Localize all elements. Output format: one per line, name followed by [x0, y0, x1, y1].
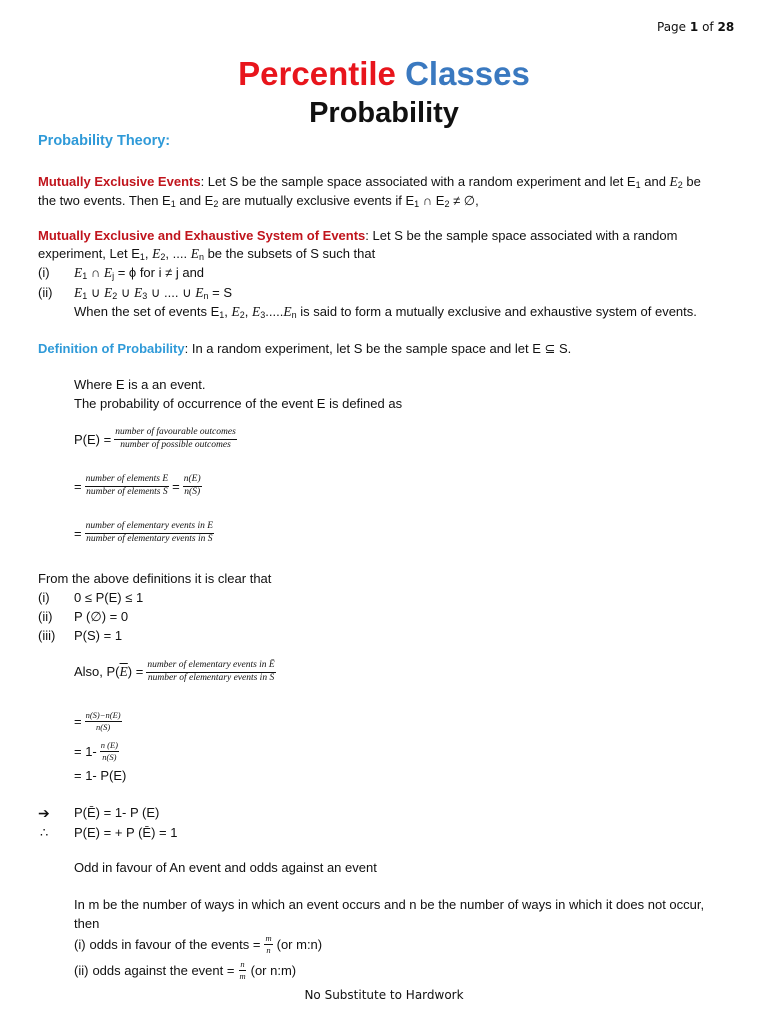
label: (ii) [74, 962, 89, 978]
text: = 1- [74, 743, 97, 759]
text: ∩ E [419, 193, 445, 208]
term-mutually-exclusive: Mutually Exclusive Events [38, 174, 201, 189]
arrow-icon: ➔ [38, 805, 50, 821]
odds-against [74, 960, 296, 981]
text: ) = [127, 664, 144, 680]
fraction [238, 960, 246, 981]
fraction [85, 475, 170, 498]
definition-line [38, 341, 571, 357]
formula-elementary [74, 522, 214, 545]
text: is said to form a mutually exclusive and exhaustive system of events. [296, 304, 697, 319]
text: be [682, 174, 701, 189]
denominator: number of elementary events in S [147, 672, 275, 683]
denominator: n(S) [96, 721, 111, 732]
brand-part-blue: Classes [405, 55, 530, 92]
text: experiment, Let E [38, 246, 140, 261]
odds-heading: Odd in favour of An event and odds against an event [74, 860, 377, 875]
denominator: n [266, 944, 271, 955]
formula-final: = 1- P(E) [74, 768, 127, 783]
formula-complement-3 [74, 741, 119, 762]
denominator: number of elements S [86, 486, 168, 497]
text: are mutually exclusive events if E [218, 193, 415, 208]
text: the two events. Then E [38, 193, 171, 208]
e-bar: $\overline{E}$ [119, 664, 128, 680]
text: be the subsets of S such that [203, 246, 376, 261]
numerator: n(E) [183, 475, 202, 487]
page-total: 28 [717, 20, 735, 34]
equals: = [74, 478, 82, 494]
equals: = [74, 713, 82, 729]
exhaustive-line1 [38, 228, 677, 243]
brand-part-red: Percentile [238, 55, 396, 92]
formula-elements [74, 475, 202, 498]
formula-complement-2 [74, 711, 122, 732]
formula-complement [74, 661, 276, 684]
consequence-text: 0 ≤ P(E) ≤ 1 [74, 590, 144, 605]
formula-lhs: P(E) = [74, 431, 112, 447]
result-2: P(E) = + P (Ē) = 1 [74, 825, 178, 840]
fraction [114, 428, 237, 451]
text: (or m:n) [276, 936, 323, 952]
numerator: number of elementary events in E [85, 522, 214, 534]
consequence-text: P(S) = 1 [74, 628, 123, 643]
text: and E [175, 193, 214, 208]
numerator: n(S)−n(E) [85, 710, 121, 720]
page-of: of [702, 20, 714, 34]
consequence-text: P (∅) = 0 [74, 609, 129, 624]
consequence-label: (i) [38, 590, 50, 605]
text: : In a random experiment, let S be the sample space and let E ⊆ S. [184, 341, 572, 356]
text: = S [208, 285, 232, 300]
definition-where: Where E is a an event. [74, 377, 206, 392]
odds-para1: In m be the number of ways in which an event occurs and n be the number of ways in which it does not occur, [74, 897, 705, 912]
numerator: number of elements E [85, 475, 170, 487]
text: odds against the event = [92, 962, 235, 978]
section-heading: Probability Theory: [38, 133, 171, 149]
fraction [183, 475, 202, 498]
exhaustive-item2: $E_1$ ∪ $E_2$ ∪ $E_3$ ∪ .... ∪ $E_n = S$ [74, 285, 232, 301]
term-definition: Definition of Probability [38, 341, 185, 356]
text: (or n:m) [250, 962, 297, 978]
mutually-exclusive-line2: the two events. Then $E_1$ and $E_2$ are mutually exclusive events if $E_1$ ∩ $E_2$ ≠ ∅, [38, 193, 479, 209]
mutually-exclusive-line1: Mutually Exclusive Events: Let S be the sample space associated with a random experiment and let $E_1$ and $E_2$ be [38, 174, 701, 190]
denominator: n(S) [184, 486, 201, 497]
page-prefix: Page [657, 20, 687, 34]
exhaustive-item1-label: (i) [38, 265, 50, 280]
therefore-icon: ∴ [40, 825, 49, 840]
fraction [146, 661, 275, 684]
numerator: n [240, 959, 245, 969]
text: for i ≠ j and [136, 265, 205, 280]
result-1: P(Ē) = 1- P (E) [74, 805, 160, 820]
fraction [85, 711, 122, 732]
footer: No Substitute to Hardwork [304, 988, 464, 1002]
numerator: m [265, 933, 272, 943]
denominator: m [239, 970, 246, 981]
fraction [100, 741, 119, 762]
exhaustive-item2-label: (ii) [38, 285, 53, 300]
equals: = [74, 525, 82, 541]
text: : Let S be the sample space associated with a random experiment and let E [200, 174, 636, 189]
consequence-label: (ii) [38, 609, 53, 624]
consequence-label: (iii) [38, 628, 56, 643]
consequences-intro: From the above definitions it is clear that [38, 571, 272, 586]
numerator: number of favourable outcomes [114, 428, 237, 440]
exhaustive-line2: experiment, Let $E_1$, $E_2$, .... $E_n$ be the subsets of S such that [38, 246, 376, 262]
definition-probability-of: The probability of occurrence of the event E is defined as [74, 396, 403, 411]
numerator: n (E) [100, 740, 118, 750]
text: ≠ ∅, [449, 193, 479, 208]
fraction [85, 522, 214, 545]
exhaustive-item3: When the set of events $E_1$, $E_2$, $E_3.....E_n$ is said to form a mutually exclusive and exhaustive system of events. [74, 304, 697, 320]
term-exhaustive: Mutually Exclusive and Exhaustive System of Events [38, 228, 366, 243]
odds-in-favour [74, 934, 322, 955]
formula-pe [74, 428, 237, 451]
page-number [657, 20, 734, 34]
text: Also, P( [74, 664, 120, 680]
odds-para2: then [74, 916, 100, 931]
text: : Let S be the sample space associated with a random [365, 228, 678, 243]
denominator: number of possible outcomes [120, 439, 231, 450]
page-current: 1 [689, 20, 699, 34]
exhaustive-item1: $E_1$ ∩ $E_j = \phi$ for i ≠ j and [74, 265, 205, 281]
brand-title [0, 55, 768, 93]
denominator: n(S) [102, 751, 117, 762]
numerator: number of elementary events in Ē [146, 661, 275, 673]
text: and [640, 174, 670, 189]
equals: = [172, 478, 180, 494]
fraction [264, 934, 272, 955]
subject-title: Probability [309, 97, 459, 129]
label: (i) [74, 936, 86, 952]
denominator: number of elementary events in S [86, 533, 213, 544]
text: odds in favour of the events = [89, 936, 261, 952]
text: When the set of events E [74, 304, 220, 319]
